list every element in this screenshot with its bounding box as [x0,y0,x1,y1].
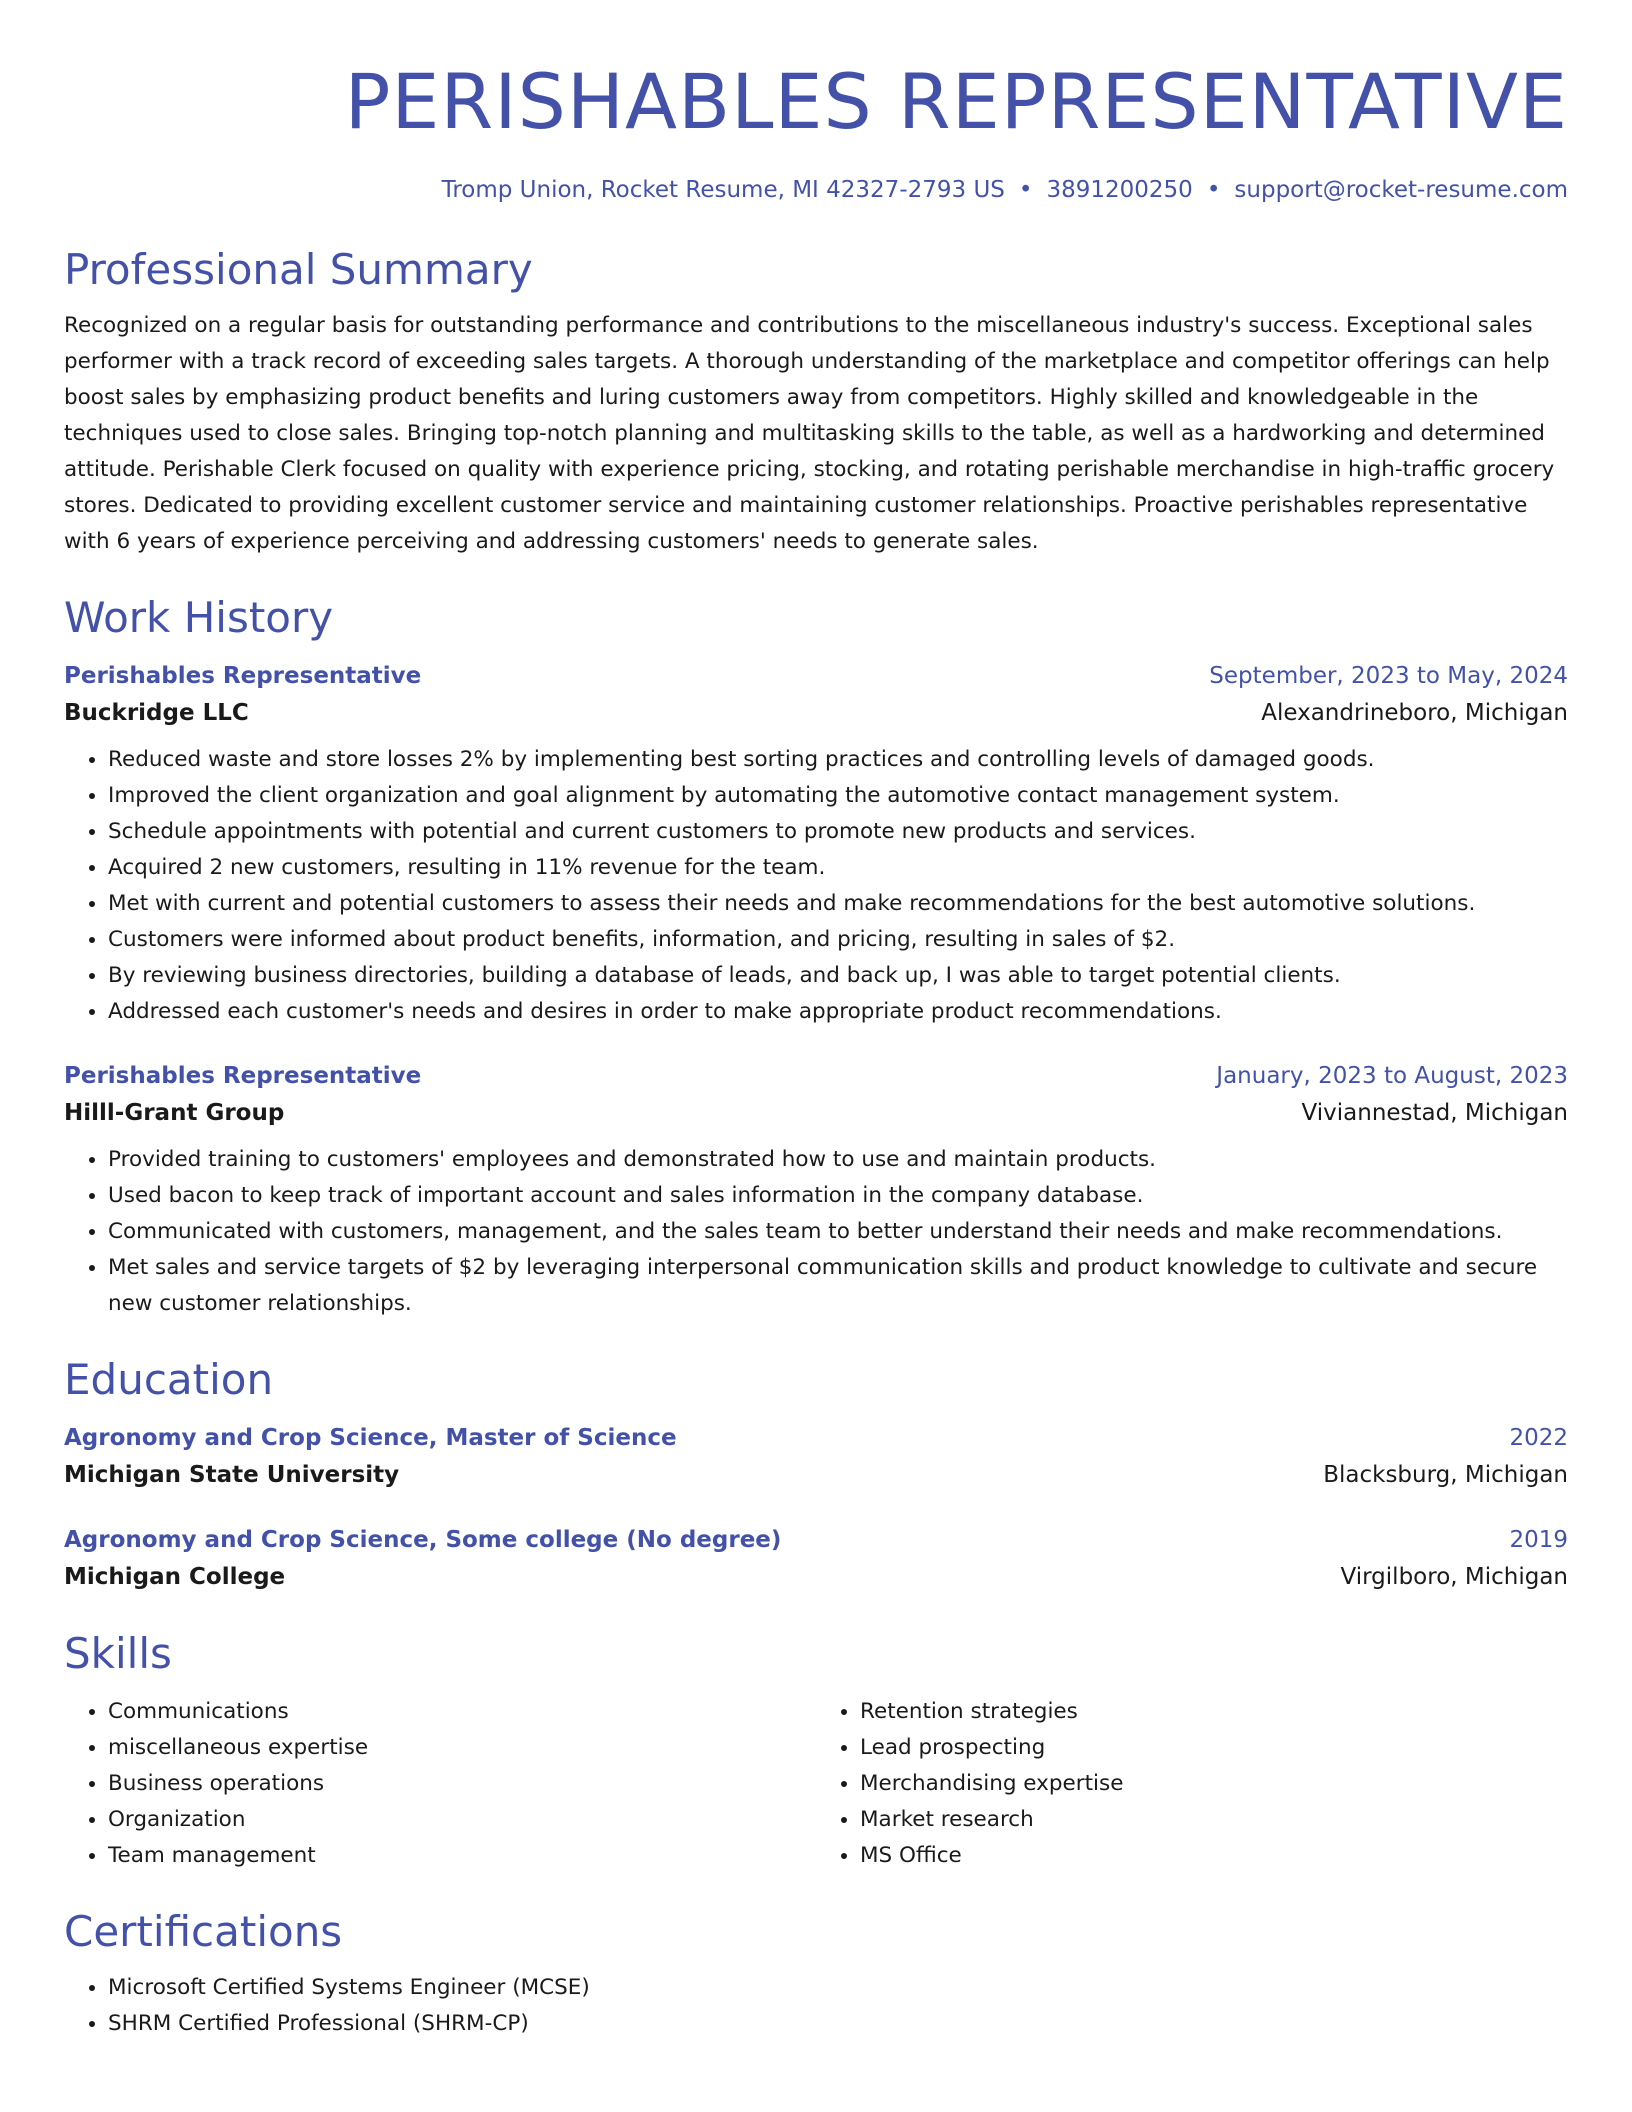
job-bullet: • Improved the client organization and goal alignment by automating the automotive contact management system. [108,778,1568,814]
job-bullet: • Acquired 2 new customers, resulting in 11% revenue for the team. [108,850,1568,886]
education-section [64,1352,1568,1596]
company-name: Buckridge LLC [64,700,249,726]
contact-separator: • [1018,177,1033,203]
job-title: Perishables Representative [64,1063,422,1089]
graduation-year: 2019 [1509,1527,1568,1553]
job-bullet: • Used bacon to keep track of important account and sales information in the company database. [108,1178,1568,1214]
job-bullet: • Reduced waste and store losses 2% by implementing best sorting practices and controlling levels of damaged goods. [108,742,1568,778]
skill-item: • Lead prospecting [860,1730,1568,1766]
skills-column-left [64,1694,816,1874]
skills-grid [64,1694,1568,1874]
job-bullet: • Met with current and potential customers to assess their needs and make recommendations for the best automotive solutions. [108,886,1568,922]
contact-separator: • [1206,177,1221,203]
job-location: Viviannestad, Michigan [1301,1100,1568,1126]
work-history-section [64,590,1568,1322]
school-name: Michigan College [64,1564,286,1590]
certification-item: • SHRM Certified Professional (SHRM-CP) [108,2006,1568,2042]
education-entry [64,1522,1568,1596]
contact-line [64,174,1568,206]
job-bullet: • Provided training to customers' employees and demonstrated how to use and maintain products. [108,1142,1568,1178]
contact-address: Tromp Union, Rocket Resume, MI 42327-2793 US [441,177,1005,203]
skill-item: • Retention strategies [860,1694,1568,1730]
skill-item: • Business operations [108,1766,816,1802]
school-location: Virgilboro, Michigan [1340,1564,1568,1590]
job-bullets [64,742,1568,1030]
company-name: Hilll-Grant Group [64,1100,285,1126]
skill-item: • Organization [108,1802,816,1838]
skill-item: • Market research [860,1802,1568,1838]
job-bullet: • Schedule appointments with potential and current customers to promote new products and services. [108,814,1568,850]
contact-email[interactable]: support@rocket-resume.com [1234,177,1568,203]
contact-phone: 3891200250 [1046,177,1193,203]
job-bullet: • By reviewing business directories, building a database of leads, and back up, I was able to target potential clients. [108,958,1568,994]
degree-title: Agronomy and Crop Science, Some college (No degree) [64,1527,782,1553]
job-bullet: • Met sales and service targets of $2 by leveraging interpersonal communication skills and product knowledge to cultivate and secure new customer relationships. [108,1250,1568,1322]
education-heading: Education [64,1355,274,1404]
job-bullet: • Addressed each customer's needs and desires in order to make appropriate product recommendations. [108,994,1568,1030]
work-history-heading: Work History [64,593,334,642]
degree-title: Agronomy and Crop Science, Master of Science [64,1425,677,1451]
job-bullets [64,1142,1568,1322]
school-location: Blacksburg, Michigan [1323,1462,1568,1488]
skills-heading: Skills [64,1629,172,1678]
work-entry [64,658,1568,1030]
skill-item: • MS Office [860,1838,1568,1874]
work-entry [64,1058,1568,1322]
skills-column-right [816,1694,1568,1874]
job-location: Alexandrineboro, Michigan [1261,700,1568,726]
skill-item: • miscellaneous expertise [108,1730,816,1766]
certifications-section [64,1904,1568,2042]
certifications-heading: Certifications [64,1907,343,1956]
certification-list [64,1970,1568,2042]
skill-item: • Merchandising expertise [860,1766,1568,1802]
graduation-year: 2022 [1509,1425,1568,1451]
job-title: Perishables Representative [64,663,422,689]
summary-text: Recognized on a regular basis for outstanding performance and contributions to the miscellaneous industry's success. Exceptional sales performer with a track record of exceeding sales targets. A thorough understanding of the marketplace and competitor offerings can help boost sales by emphasizing product benefits and luring customers away from competitors. Highly skilled and knowledgeable in the techniques used to close sales. Bringing top-notch planning and multitasking skills to the table, as well as a hardworking and determined attitude. Perishable Clerk focused on quality with experience pricing, stocking, and rotating perishable merchandise in high-traffic grocery stores. Dedicated to providing excellent customer service and maintaining customer relationships. Proactive perishables representative with 6 years of experience perceiving and addressing customers' needs to generate sales. [64,313,1555,554]
job-bullet: • Communicated with customers, management, and the sales team to better understand their needs and make recommendations. [108,1214,1568,1250]
job-bullet: • Customers were informed about product benefits, information, and pricing, resulting in sales of $2. [108,922,1568,958]
skill-item: • Communications [108,1694,816,1730]
skill-item: • Team management [108,1838,816,1874]
job-dates: September, 2023 to May, 2024 [1209,663,1568,689]
summary-heading: Professional Summary [64,245,533,294]
school-name: Michigan State University [64,1462,400,1488]
certification-item: • Microsoft Certified Systems Engineer (MCSE) [108,1970,1568,2006]
job-dates: January, 2023 to August, 2023 [1216,1063,1568,1089]
resume-name: PERISHABLES REPRESENTATIVE [344,57,1568,146]
education-entry [64,1420,1568,1494]
skills-section [64,1626,1568,1874]
